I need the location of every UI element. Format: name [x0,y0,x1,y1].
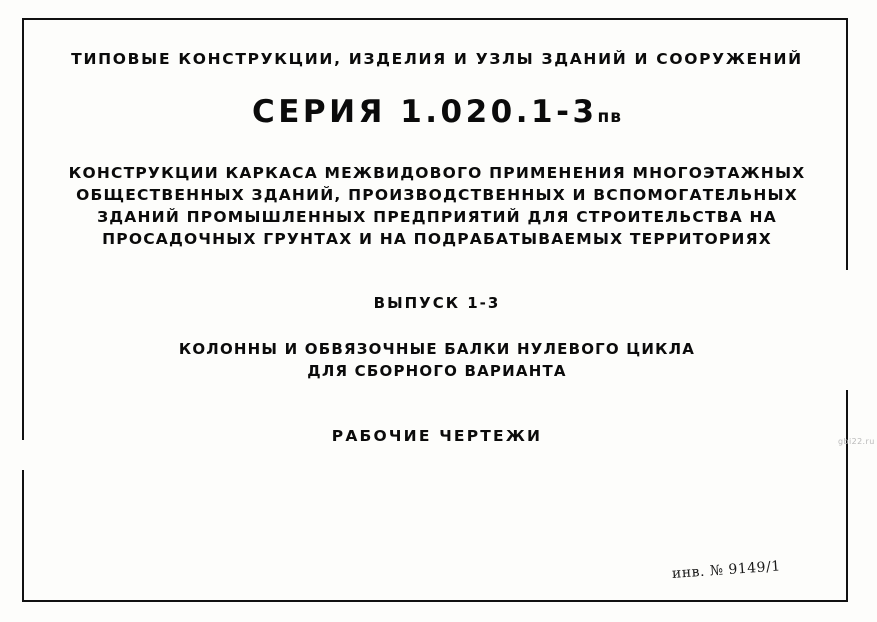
series-subtitle-line: ОБЩЕСТВЕННЫХ ЗДАНИЙ, ПРОИЗВОДСТВЕННЫХ И ВСПОМОГАТЕЛЬНЫХ [76,186,798,204]
issue-description-line: КОЛОННЫ И ОБВЯЗОЧНЫЕ БАЛКИ НУЛЕВОГО ЦИКЛА [178,340,696,358]
site-watermark: gbi22.ru [838,437,875,446]
series-suffix: пв [597,107,623,127]
series-number: СЕРИЯ 1.020.1-3 [251,94,598,130]
series-title [24,94,850,130]
page-border-frame [22,18,848,602]
title-page-content [24,20,850,445]
issue-number: ВЫПУСК 1-3 [373,294,501,312]
document-kind: РАБОЧИЕ ЧЕРТЕЖИ [331,426,543,445]
inventory-number-handwritten: инв. № 9149/1 [671,558,782,582]
series-subtitle-line: ЗДАНИЙ ПРОМЫШЛЕННЫХ ПРЕДПРИЯТИЙ ДЛЯ СТРОИТЕЛЬСТВА НА [97,208,777,226]
issue-description [24,339,850,383]
series-subtitle [24,162,850,250]
issue-description-line: ДЛЯ СБОРНОГО ВАРИАНТА [307,361,567,380]
series-subtitle-line: ПРОСАДОЧНЫХ ГРУНТАХ И НА ПОДРАБАТЫВАЕМЫХ ТЕРРИТОРИЯХ [102,230,772,248]
document-top-title: ТИПОВЫЕ КОНСТРУКЦИИ, ИЗДЕЛИЯ И УЗЛЫ ЗДАНИЙ И СООРУЖЕНИЙ [71,50,803,68]
series-subtitle-line: КОНСТРУКЦИИ КАРКАСА МЕЖВИДОВОГО ПРИМЕНЕНИЯ МНОГОЭТАЖНЫХ [68,164,806,182]
